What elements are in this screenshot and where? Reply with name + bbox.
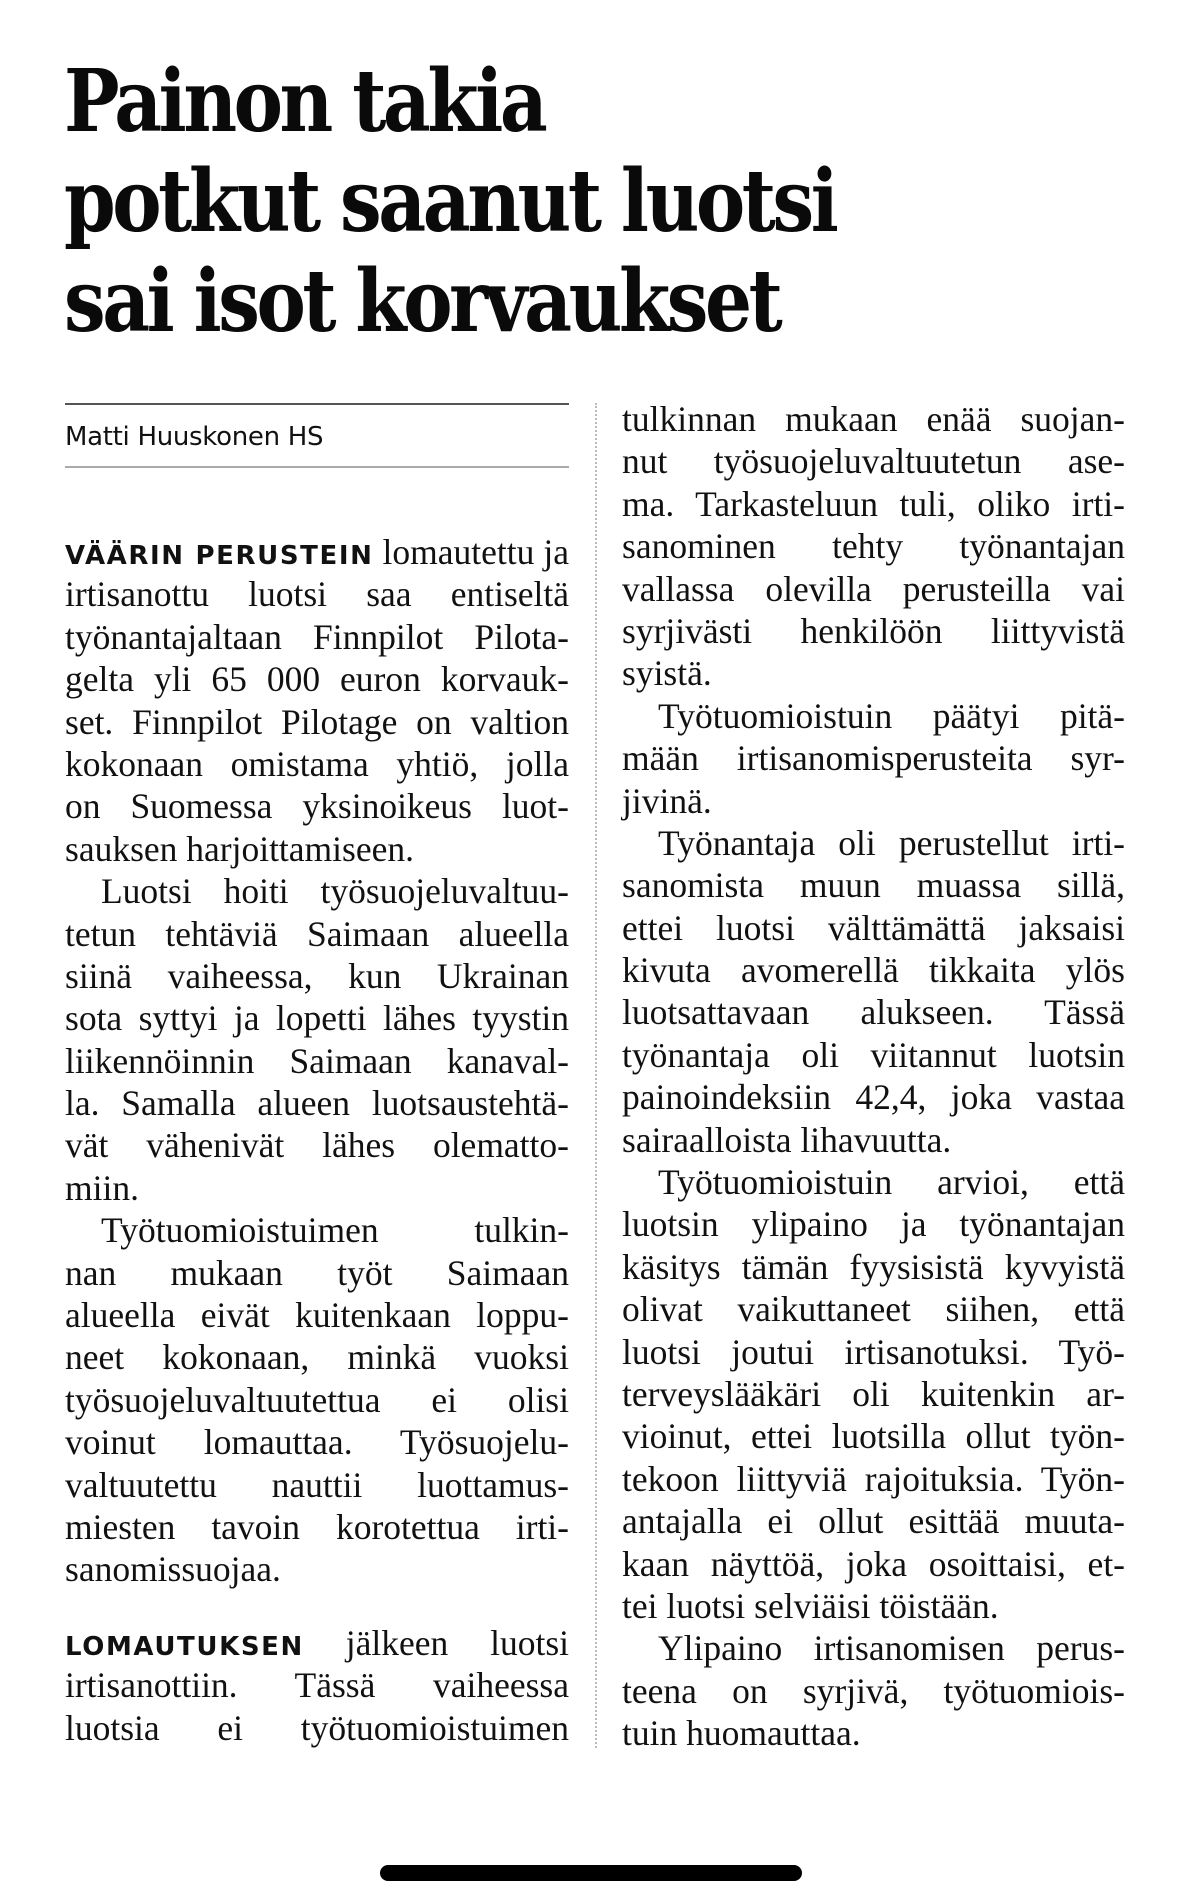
text-line: työnantaja oli viitannut luotsin <box>622 1034 1125 1075</box>
lead-in: VÄÄRIN PERUSTEIN <box>65 541 374 571</box>
text-line: luotsia ei työtuomioistuimen <box>65 1707 569 1748</box>
text-line: työsuojeluvaltuutettua ei olisi <box>65 1379 569 1420</box>
home-indicator[interactable] <box>380 1865 802 1881</box>
text-line: kivuta avomerellä tikkaita ylös <box>622 950 1125 991</box>
text-line: syrjivästi henkilöön liittyvistä <box>622 610 1125 651</box>
byline: Matti Huuskonen HS <box>65 422 324 452</box>
text-line: tuin huomauttaa. <box>622 1713 861 1754</box>
text-line: neet kokonaan, minkä vuoksi <box>65 1337 569 1378</box>
text-line: syistä. <box>622 653 712 694</box>
headline-line: potkut saanut luotsi <box>64 151 836 252</box>
text-line: ettei luotsi välttämättä jaksaisi <box>622 907 1125 948</box>
text-line: painoindeksiin 42,4, joka vastaa <box>622 1077 1125 1118</box>
byline-rule-top <box>65 403 569 405</box>
text-line: irtisanottu luotsi saa entiseltä <box>65 574 569 615</box>
text-line <box>65 531 569 573</box>
text-line: käsitys tämän fyysisistä kyvyistä <box>622 1246 1125 1287</box>
text-line: Työtuomioistuin päätyi pitä- <box>658 695 1125 736</box>
text-line: kaan näyttöä, joka osoittaisi, et- <box>622 1543 1125 1584</box>
text-line: siinä vaiheessa, kun Ukrainan <box>65 955 569 996</box>
lead-in: LOMAUTUKSEN <box>65 1631 304 1662</box>
text-line <box>65 1622 569 1664</box>
text-line: on Suomessa yksinoikeus luot- <box>65 786 569 827</box>
text-line: vallassa olevilla perusteilla vai <box>622 568 1125 609</box>
text-line: irtisanottiin. Tässä vaiheessa <box>65 1665 569 1706</box>
text-line: sanomissuojaa. <box>65 1549 281 1590</box>
text-line: terveyslääkäri oli kuitenkin ar- <box>622 1373 1125 1414</box>
text-line: olivat vaikuttaneet siihen, että <box>622 1289 1125 1330</box>
text-line: luotsi joutui irtisanotuksi. Työ- <box>622 1331 1125 1372</box>
byline-rule-bottom <box>65 466 569 468</box>
text-line: sota syttyi ja lopetti lähes tyystin <box>65 998 569 1039</box>
text-line: Työtuomioistuin arvioi, että <box>658 1162 1125 1203</box>
text-line: tetun tehtäviä Saimaan alueella <box>65 913 569 954</box>
text-line: valtuutettu nauttii luottamus- <box>65 1464 569 1505</box>
text-line: nan mukaan työt Saimaan <box>65 1252 569 1293</box>
text-line: kokonaan omistama yhtiö, jolla <box>65 743 569 784</box>
text-line: tekoon liittyviä rajoituksia. Työn- <box>622 1458 1125 1499</box>
section-gap <box>65 1591 569 1622</box>
text-line: alueella eivät kuitenkaan loppu- <box>65 1295 569 1336</box>
text-line: luotsin ylipaino ja työnantajan <box>622 1204 1125 1245</box>
text-line: teena on syrjivä, työtuomiois- <box>622 1670 1125 1711</box>
text-line: sanomista muun muassa sillä, <box>622 865 1125 906</box>
text-line: sanominen tehty työnantajan <box>622 526 1125 567</box>
column-divider <box>595 403 597 1748</box>
headline-line: Painon takia <box>64 51 545 152</box>
lead-in-rest: lomautettu ja <box>373 532 570 572</box>
headline-line: sai isot korvaukset <box>64 251 780 352</box>
text-line: Luotsi hoiti työsuojeluvaltuu- <box>101 871 569 912</box>
text-line: voinut lomauttaa. Työsuojelu- <box>65 1422 569 1463</box>
text-line: tei luotsi selviäisi töistään. <box>622 1585 999 1626</box>
text-line: tulkinnan mukaan enää suojan- <box>622 399 1125 439</box>
text-line: vioinut, ettei luotsilla ollut työn- <box>622 1416 1125 1457</box>
text-line: mään irtisanomisperusteita syr- <box>622 738 1125 779</box>
text-line: liikennöinnin Saimaan kanaval- <box>65 1040 569 1081</box>
text-line: gelta yli 65 000 euron korvauk- <box>65 659 569 700</box>
text-line: miin. <box>65 1167 139 1208</box>
text-line: nut työsuojeluvaltuutetun ase- <box>622 441 1125 482</box>
text-line: työnantajaltaan Finnpilot Pilota- <box>65 616 569 657</box>
text-line: antajalla ei ollut esittää muuta- <box>622 1501 1125 1542</box>
headline <box>64 52 1096 352</box>
text-line: set. Finnpilot Pilotage on valtion <box>65 701 569 742</box>
article-column-1 <box>65 531 569 1749</box>
text-line: jivinä. <box>622 780 712 821</box>
text-line: miesten tavoin korotettua irti- <box>65 1506 569 1547</box>
text-line: luotsattavaan alukseen. Tässä <box>622 992 1125 1033</box>
text-line: Ylipaino irtisanomisen perus- <box>658 1628 1125 1669</box>
text-line: vät vähenivät lähes olematto- <box>65 1125 569 1166</box>
text-line: sauksen harjoittamiseen. <box>65 828 414 869</box>
text-line: Työtuomioistuimen tulkin- <box>101 1210 569 1251</box>
text-line: la. Samalla alueen luotsaustehtä- <box>65 1083 569 1124</box>
text-line: Työnantaja oli perustellut irti- <box>658 822 1125 863</box>
article-column-2 <box>622 398 1125 1755</box>
text-line: ma. Tarkasteluun tuli, oliko irti- <box>622 483 1125 524</box>
text-line: sairaalloista lihavuutta. <box>622 1119 952 1160</box>
lead-in-rest: jälkeen luotsi <box>303 1622 569 1663</box>
